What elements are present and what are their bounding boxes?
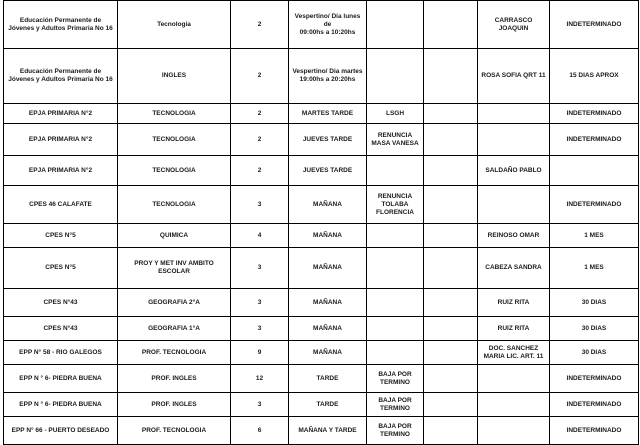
schedule-cell: MAÑANA Y TARDE [289,417,367,445]
entity-cell: CPES N°43 [4,289,118,317]
subject-cell: TECNOLOGIA [118,156,231,186]
entity-cell: EPJA PRIMARIA N°2 [4,124,118,156]
extra-cell [424,417,478,445]
extra-cell [424,1,478,49]
duration-cell: INDETERMINADO [550,186,639,224]
schedule-cell: MAÑANA [289,341,367,365]
notes-cell: RENUNCIA TOLABA FLORENCIA [367,186,424,224]
extra-cell [424,124,478,156]
entity-cell: EPP N ° 6- PIEDRA BUENA [4,393,118,417]
extra-cell [424,156,478,186]
hours-cell: 3 [231,248,289,289]
hours-cell: 2 [231,124,289,156]
hours-cell: 2 [231,49,289,104]
notes-cell [367,49,424,104]
entity-cell: EPJA PRIMARIA N°2 [4,156,118,186]
extra-cell [424,248,478,289]
subject-cell: Tecnologia [118,1,231,49]
notes-cell: BAJA POR TERMINO [367,417,424,445]
extra-cell [424,49,478,104]
duration-cell: 30 DIAS [550,317,639,341]
entity-cell: CPES 46 CALAFATE [4,186,118,224]
notes-cell [367,248,424,289]
duration-cell [550,156,639,186]
subject-cell: TECNOLOGIA [118,124,231,156]
teacher-cell: REINOSO OMAR [478,224,550,248]
schedule-cell: JUEVES TARDE [289,124,367,156]
extra-cell [424,365,478,393]
entity-cell: Educación Permanente de Jóvenes y Adultos Primaria No 16 [4,1,118,49]
extra-cell [424,104,478,124]
extra-cell [424,341,478,365]
hours-cell: 2 [231,1,289,49]
hours-cell: 3 [231,317,289,341]
schedule-cell: TARDE [289,393,367,417]
subject-cell: PROY Y MET INV AMBITO ESCOLAR [118,248,231,289]
extra-cell [424,289,478,317]
table-row [4,365,639,393]
subject-cell: QUIMICA [118,224,231,248]
subject-cell: PROF. INGLES [118,365,231,393]
schedule-cell: JUEVES TARDE [289,156,367,186]
table-row [4,124,639,156]
schedule-cell: MARTES TARDE [289,104,367,124]
duration-cell: 30 DIAS [550,289,639,317]
teacher-cell [478,365,550,393]
hours-cell: 6 [231,417,289,445]
schedule-cell: MAÑANA [289,186,367,224]
duration-cell: INDETERMINADO [550,417,639,445]
notes-cell [367,289,424,317]
duration-cell: INDETERMINADO [550,393,639,417]
subject-cell: TECNOLOGIA [118,186,231,224]
teacher-cell: CABEZA SANDRA [478,248,550,289]
subject-cell: GEOGRAFIA 1°A [118,317,231,341]
teacher-cell [478,393,550,417]
notes-cell: BAJA POR TERMINO [367,393,424,417]
subject-cell: PROF. INGLES [118,393,231,417]
teacher-cell: CARRASCO JOAQUIN [478,1,550,49]
entity-cell: Educación Permanente de Jóvenes y Adultos Primaria No 16 [4,49,118,104]
schedule-cell: Vespertino/ Dia martes 19:00hs a 20:20hs [289,49,367,104]
duration-cell: INDETERMINADO [550,1,639,49]
table-row [4,104,639,124]
duration-cell: 15 DIAS APROX [550,49,639,104]
teacher-cell [478,417,550,445]
table-row [4,224,639,248]
table-row [4,156,639,186]
entity-cell: CPES N°5 [4,224,118,248]
teacher-cell: SALDAÑO PABLO [478,156,550,186]
vacancies-table [3,0,639,445]
subject-cell: GEOGRAFIA 2°A [118,289,231,317]
entity-cell: EPP N° 58 - RIO GALEGOS [4,341,118,365]
hours-cell: 12 [231,365,289,393]
hours-cell: 2 [231,156,289,186]
subject-cell: PROF. TECNOLOGIA [118,341,231,365]
schedule-cell: TARDE [289,365,367,393]
teacher-cell: ROSA SOFIA QRT 11 [478,49,550,104]
table-row [4,186,639,224]
notes-cell [367,1,424,49]
hours-cell: 9 [231,341,289,365]
notes-cell: BAJA POR TERMINO [367,365,424,393]
teacher-cell [478,104,550,124]
extra-cell [424,224,478,248]
teacher-cell [478,124,550,156]
notes-cell [367,317,424,341]
hours-cell: 3 [231,186,289,224]
entity-cell: EPP N° 66 - PUERTO DESEADO [4,417,118,445]
extra-cell [424,393,478,417]
table-row [4,248,639,289]
table-body [4,1,639,445]
schedule-cell: MAÑANA [289,224,367,248]
table-row [4,317,639,341]
teacher-cell: RUIZ RITA [478,289,550,317]
duration-cell: 1 MES [550,224,639,248]
subject-cell: TECNOLOGIA [118,104,231,124]
table-row [4,289,639,317]
hours-cell: 4 [231,224,289,248]
schedule-cell: MAÑANA [289,248,367,289]
notes-cell: RENUNCIA MASA VANESA [367,124,424,156]
duration-cell: INDETERMINADO [550,124,639,156]
notes-cell [367,341,424,365]
extra-cell [424,317,478,341]
duration-cell: 1 MES [550,248,639,289]
schedule-cell: MAÑANA [289,289,367,317]
entity-cell: CPES N°5 [4,248,118,289]
teacher-cell: DOC. SANCHEZ MARIA LIC. ART. 11 [478,341,550,365]
duration-cell: INDETERMINADO [550,104,639,124]
subject-cell: PROF. TECNOLOGIA [118,417,231,445]
subject-cell: INGLES [118,49,231,104]
hours-cell: 3 [231,289,289,317]
entity-cell: CPES N°43 [4,317,118,341]
hours-cell: 3 [231,393,289,417]
teacher-cell [478,186,550,224]
table-row [4,393,639,417]
entity-cell: EPP N ° 6- PIEDRA BUENA [4,365,118,393]
schedule-cell: Vespertino/ Dia lunes de 09:00hs a 10:20hs [289,1,367,49]
hours-cell: 2 [231,104,289,124]
table-row [4,417,639,445]
schedule-cell: MAÑANA [289,317,367,341]
table-row [4,49,639,104]
teacher-cell: RUIZ RITA [478,317,550,341]
entity-cell: EPJA PRIMARIA N°2 [4,104,118,124]
notes-cell [367,224,424,248]
notes-cell [367,156,424,186]
table-row [4,341,639,365]
notes-cell: LSGH [367,104,424,124]
extra-cell [424,186,478,224]
duration-cell: 30 DIAS [550,341,639,365]
duration-cell: INDETERMINADO [550,365,639,393]
table-row [4,1,639,49]
